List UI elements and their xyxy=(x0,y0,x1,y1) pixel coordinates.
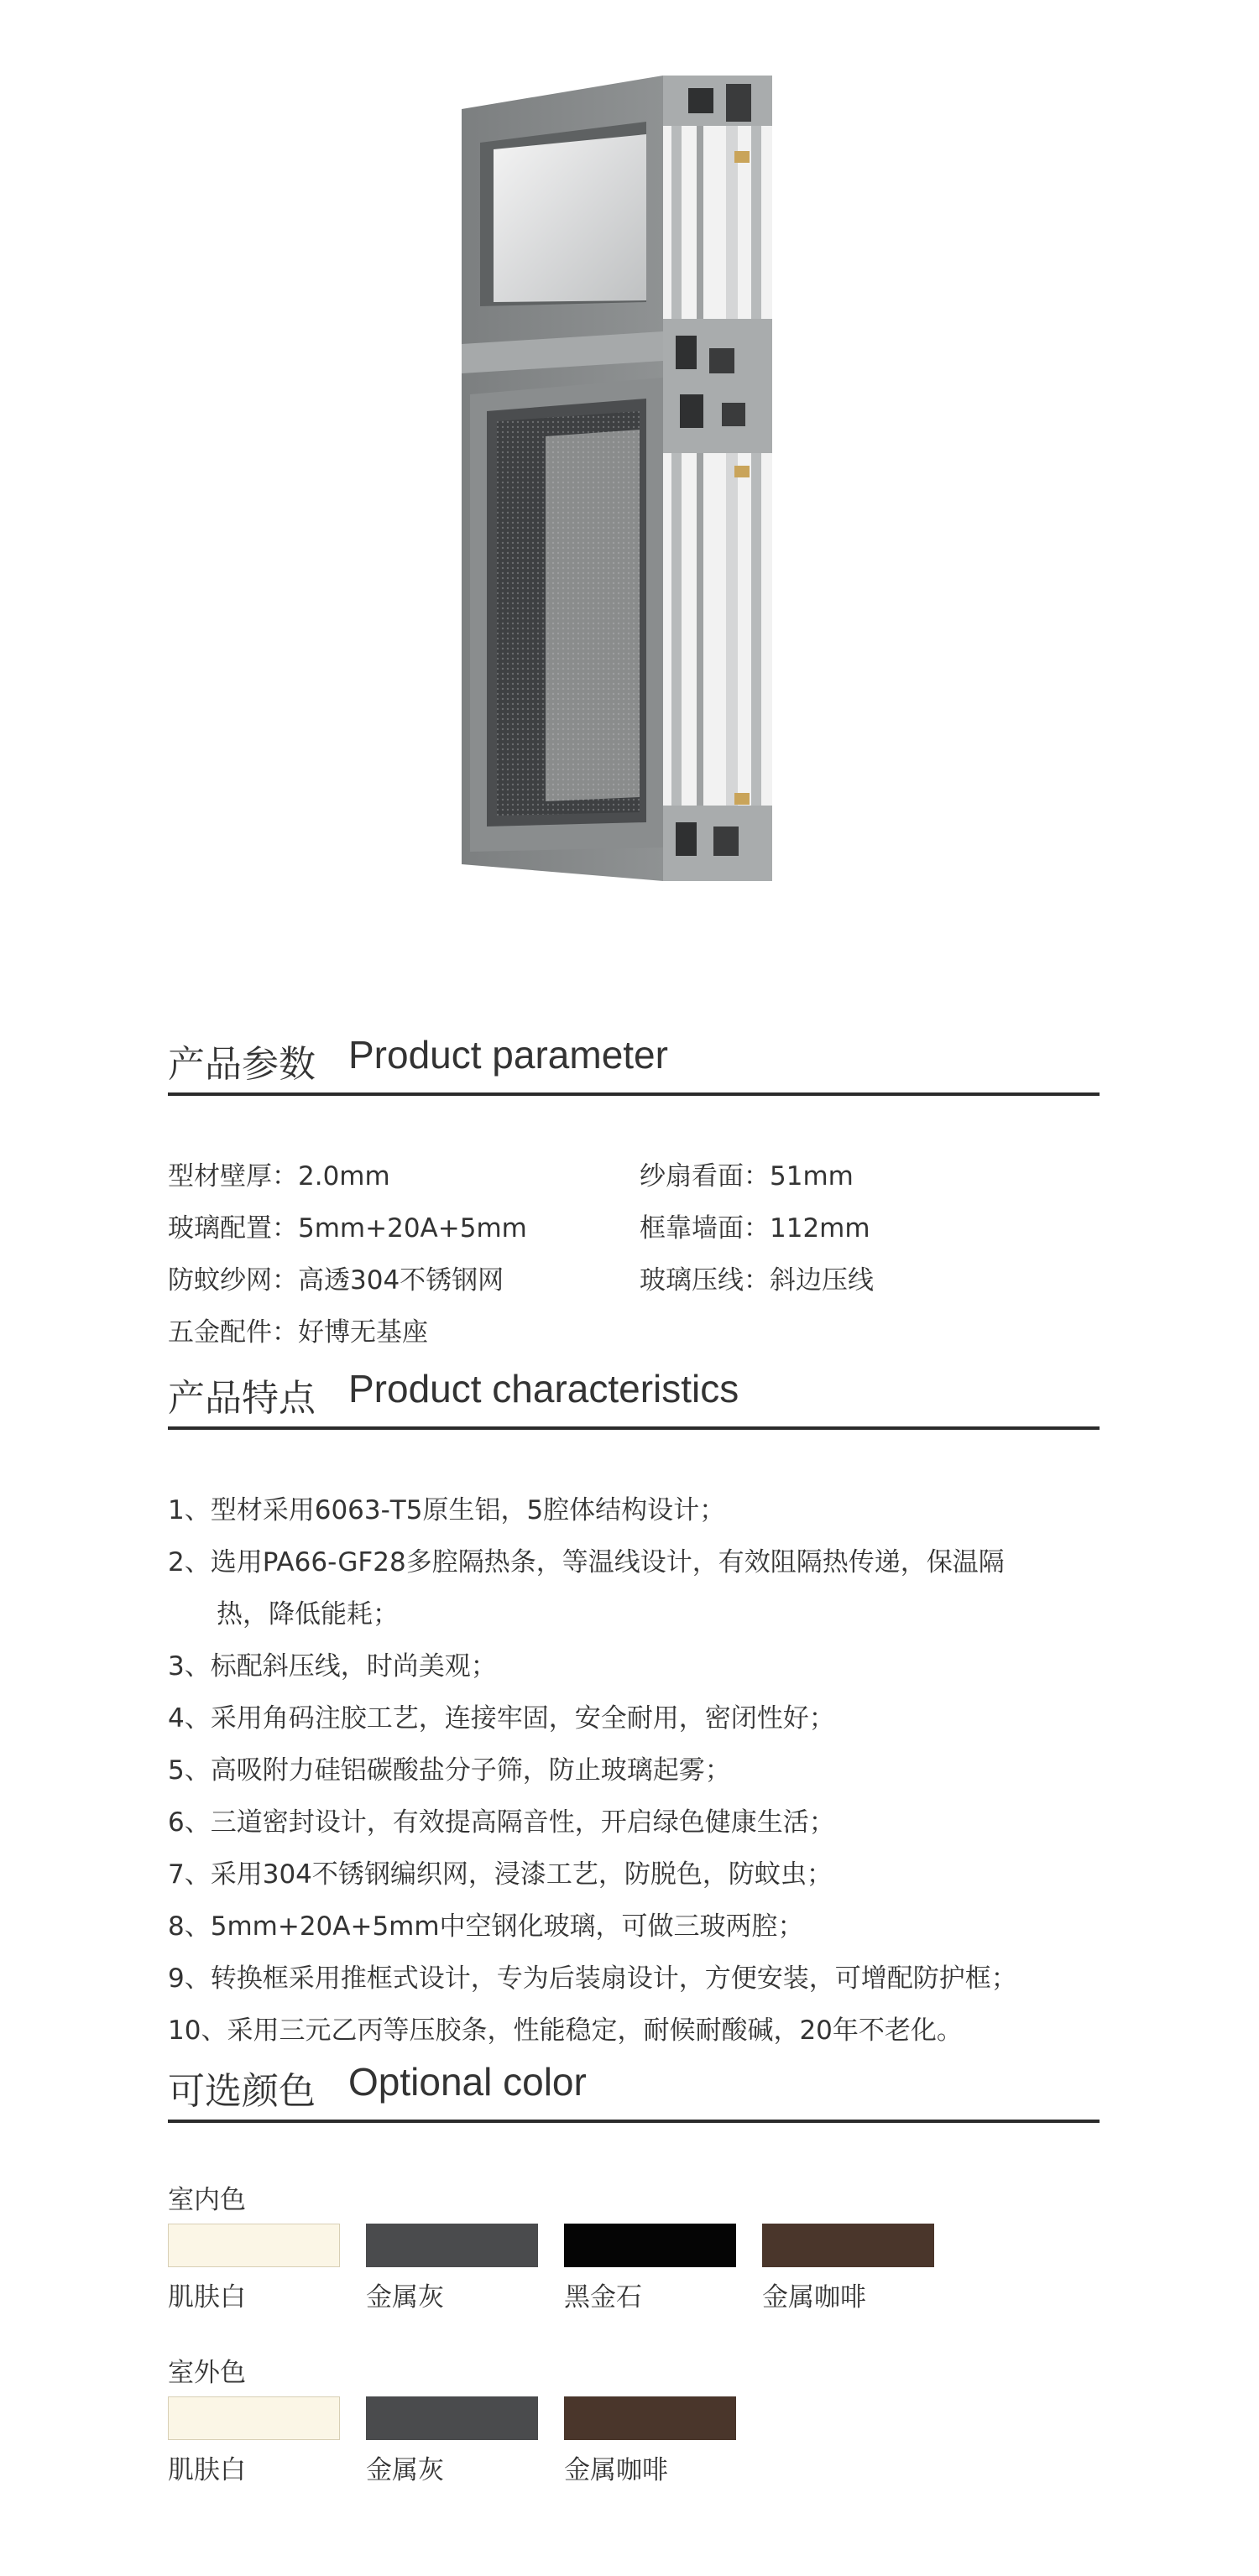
section-title-cn: 可选颜色 xyxy=(168,2070,316,2113)
color-swatch-metal-coffee xyxy=(762,2224,934,2267)
section-title-parameter xyxy=(168,1027,1100,1096)
param-item: 框靠墙面：112mm xyxy=(640,1213,870,1244)
section-title-cn: 产品参数 xyxy=(168,1043,316,1086)
color-swatch-metal-gray xyxy=(366,2224,538,2267)
section-title-cn: 产品特点 xyxy=(168,1377,316,1420)
color-swatch-black-gold xyxy=(564,2224,736,2267)
section-title-color xyxy=(168,2054,1100,2123)
feature-item: 2、选用PA66-GF28多腔隔热条，等温线设计，有效阻隔热传递，保温隔 xyxy=(168,1547,1005,1577)
section-title-en: Product parameter xyxy=(348,1033,668,1077)
swatch-name: 金属咖啡 xyxy=(762,2282,866,2313)
color-swatch-metal-gray xyxy=(366,2396,538,2440)
color-swatch-metal-coffee xyxy=(564,2396,736,2440)
color-swatch-skin-white xyxy=(168,2224,340,2267)
feature-item: 3、标配斜压线，时尚美观； xyxy=(168,1651,497,1682)
feature-item: 4、采用角码注胶工艺，连接牢固，安全耐用，密闭性好； xyxy=(168,1703,835,1734)
param-item: 玻璃压线：斜边压线 xyxy=(640,1265,874,1296)
swatch-name: 黑金石 xyxy=(564,2282,642,2313)
swatch-name: 肌肤白 xyxy=(168,2282,246,2313)
feature-item: 8、5mm+20A+5mm中空钢化玻璃，可做三玻两腔； xyxy=(168,1911,804,1942)
section-title-characteristics xyxy=(168,1361,1100,1430)
swatch-name: 金属灰 xyxy=(366,2455,444,2485)
param-item: 防蚊纱网：高透304不锈钢网 xyxy=(168,1265,504,1296)
feature-item: 7、采用304不锈钢编织网，浸漆工艺，防脱色，防蚊虫； xyxy=(168,1859,833,1890)
window-profile-image xyxy=(420,42,789,915)
swatch-name: 金属灰 xyxy=(366,2282,444,2313)
param-item: 型材壁厚：2.0mm xyxy=(168,1161,390,1192)
param-item: 五金配件：好博无基座 xyxy=(168,1317,428,1348)
indoor-color-label: 室内色 xyxy=(168,2185,246,2215)
feature-item: 9、转换框采用推框式设计，专为后装扇设计，方便安装，可增配防护框； xyxy=(168,1963,1017,1994)
section-title-en: Product characteristics xyxy=(348,1367,739,1411)
color-swatch-skin-white xyxy=(168,2396,340,2440)
feature-item: 5、高吸附力硅铝碳酸盐分子筛，防止玻璃起雾； xyxy=(168,1755,731,1786)
feature-item: 10、采用三元乙丙等压胶条，性能稳定，耐候耐酸碱，20年不老化。 xyxy=(168,2015,963,2046)
swatch-name: 金属咖啡 xyxy=(564,2455,668,2485)
feature-item-continued: 热，降低能耗； xyxy=(217,1599,399,1630)
section-title-en: Optional color xyxy=(348,2060,587,2104)
outdoor-color-label: 室外色 xyxy=(168,2358,246,2388)
swatch-name: 肌肤白 xyxy=(168,2455,246,2485)
feature-item: 1、型材采用6063-T5原生铝，5腔体结构设计； xyxy=(168,1495,726,1525)
param-item: 玻璃配置：5mm+20A+5mm xyxy=(168,1213,527,1244)
feature-item: 6、三道密封设计，有效提高隔音性，开启绿色健康生活； xyxy=(168,1807,835,1838)
param-item: 纱扇看面：51mm xyxy=(640,1161,854,1192)
